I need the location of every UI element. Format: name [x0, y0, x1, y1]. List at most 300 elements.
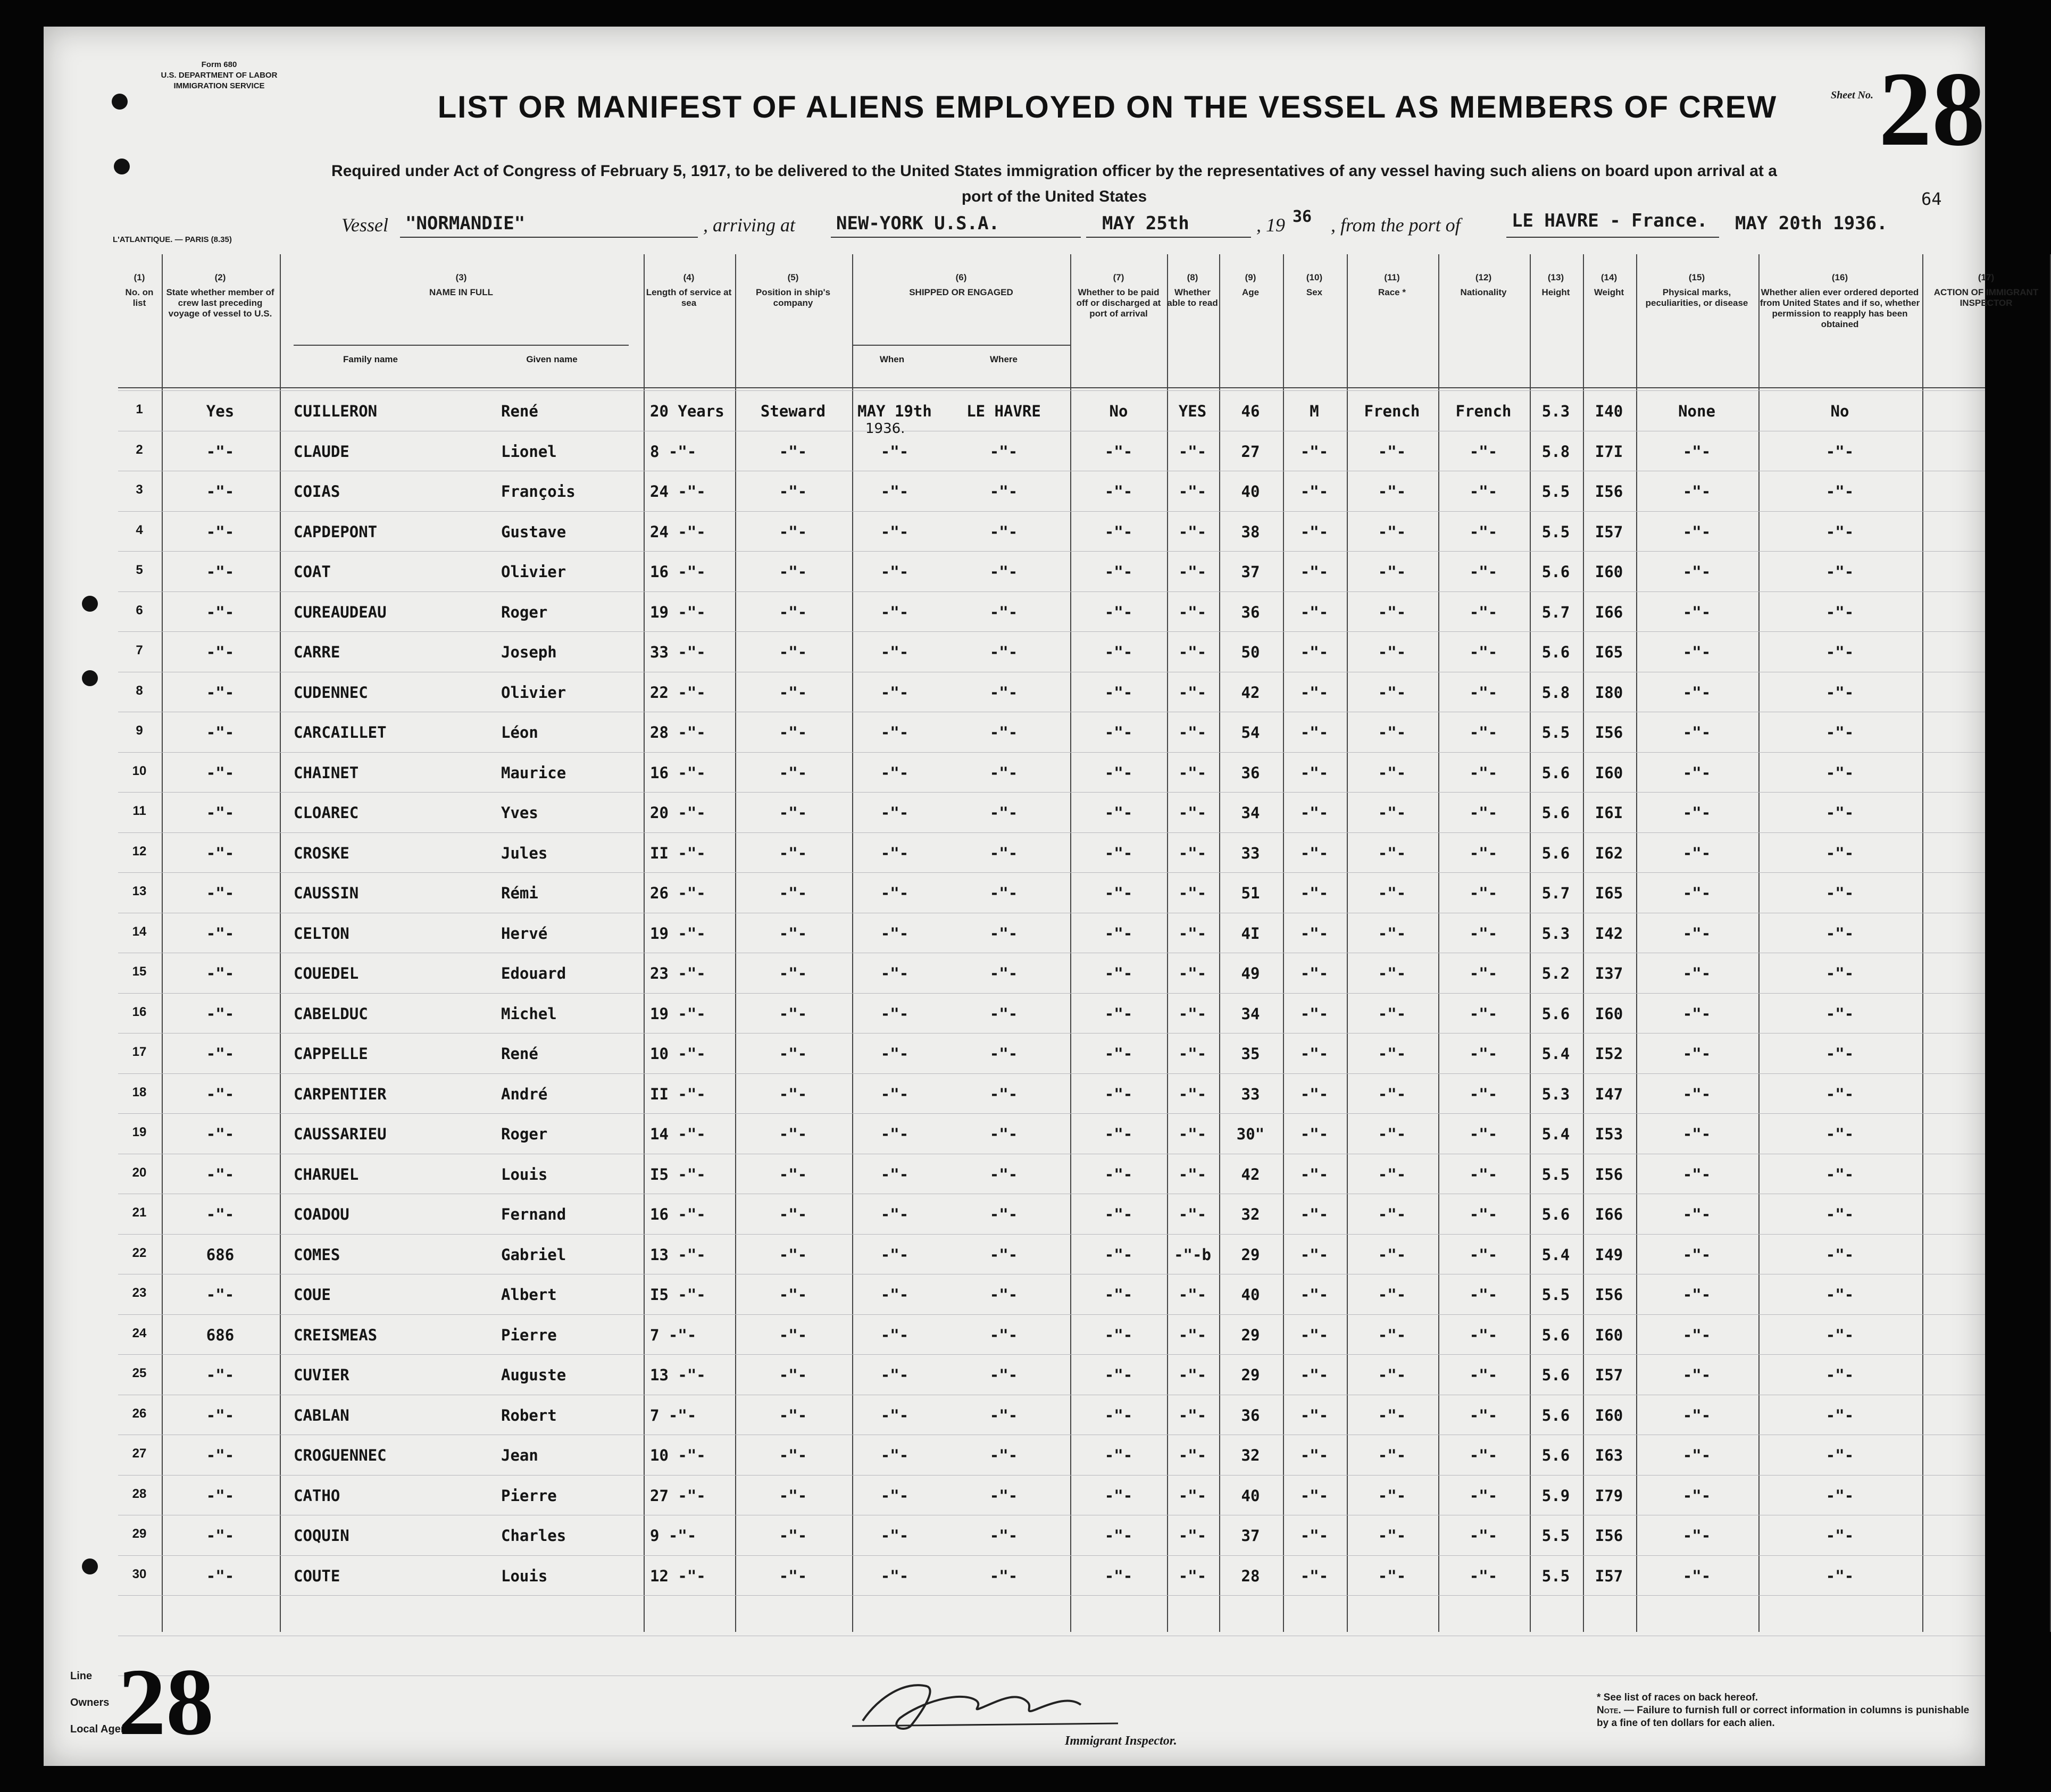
- cell-paid-off: -"-: [1104, 763, 1133, 782]
- cell-given-name: François: [501, 482, 576, 501]
- cell-weight: I80: [1595, 683, 1623, 702]
- cell-physical-marks: -"-: [1682, 1406, 1711, 1424]
- cell-given-name: Pierre: [501, 1326, 557, 1344]
- cell-physical-marks: -"-: [1682, 1085, 1711, 1103]
- column-rule: [1530, 254, 1531, 1632]
- cell-sex: -"-: [1300, 1165, 1329, 1183]
- cell-nationality: -"-: [1469, 804, 1498, 822]
- cell-read: -"-: [1178, 844, 1207, 862]
- cell-sex: -"-: [1300, 603, 1329, 621]
- col-header-service: (4) Length of service at sea: [646, 272, 732, 308]
- cell-sex: -"-: [1300, 884, 1329, 902]
- cell-given-name: Hervé: [501, 924, 548, 943]
- cell-given-name: André: [501, 1085, 548, 1103]
- cell-age: 36: [1241, 763, 1260, 782]
- cell-family-name: CLAUDE: [294, 442, 349, 461]
- cell-sex: -"-: [1300, 643, 1329, 661]
- cell-deported: -"-: [1825, 1326, 1854, 1344]
- arriving-port: NEW-YORK U.S.A.: [836, 213, 1000, 234]
- cell-nationality: -"-: [1469, 1245, 1498, 1264]
- col-header-nationality: (12) Nationality: [1460, 272, 1507, 297]
- cell-shipped-where: -"-: [989, 683, 1018, 702]
- cell-family-name: CREISMEAS: [294, 1326, 378, 1344]
- punch-hole-icon: [112, 94, 128, 110]
- cell-race: -"-: [1378, 964, 1406, 982]
- cell-shipped-when: -"-: [880, 603, 909, 621]
- row-rule: [118, 1073, 1985, 1074]
- cell-read: -"-: [1178, 1446, 1207, 1464]
- cell-service: 7 -"-: [650, 1326, 697, 1344]
- cell-family-name: COIAS: [294, 482, 340, 501]
- cell-read: -"-b: [1174, 1245, 1211, 1264]
- cell-given-name: Albert: [501, 1286, 557, 1304]
- cell-deported: -"-: [1825, 1045, 1854, 1063]
- cell-nationality: -"-: [1469, 683, 1498, 702]
- cell-age: 37: [1241, 1527, 1260, 1545]
- cell-nationality: -"-: [1469, 1527, 1498, 1545]
- cell-family-name: CAPDEPONT: [294, 522, 378, 541]
- cell-height: 5.6: [1541, 643, 1570, 661]
- cell-family-name: COUTE: [294, 1566, 340, 1585]
- column-rule: [1167, 254, 1168, 1632]
- cell-previous-voyage: -"-: [206, 1566, 235, 1585]
- year-prefix: , 19: [1256, 214, 1285, 236]
- cell-given-name: Robert: [501, 1406, 557, 1424]
- subtitle: [203, 159, 1905, 210]
- cell-family-name: COADOU: [294, 1205, 349, 1223]
- cell-height: 5.5: [1541, 482, 1570, 501]
- cell-shipped-when: -"-: [880, 683, 909, 702]
- footer-notes: [1597, 1691, 1980, 1730]
- cell-position: -"-: [779, 1045, 807, 1063]
- cell-read: -"-: [1178, 1566, 1207, 1585]
- cell-read: -"-: [1178, 1406, 1207, 1424]
- punch-hole-icon: [82, 670, 98, 686]
- cell-shipped-when: -"-: [880, 1165, 909, 1183]
- cell-physical-marks: -"-: [1682, 924, 1711, 943]
- cell-service: II -"-: [650, 844, 706, 862]
- cell-shipped-when: -"-: [880, 1527, 909, 1545]
- cell-age: 35: [1241, 1045, 1260, 1063]
- cell-weight: I57: [1595, 1366, 1623, 1384]
- cell-shipped-where: -"-: [989, 1527, 1018, 1545]
- cell-shipped-where: -"-: [989, 1446, 1018, 1464]
- row-rule: [118, 752, 1985, 753]
- cell-nationality: -"-: [1469, 1406, 1498, 1424]
- subtitle-line-1: Required under Act of Congress of February 5, 1917, to be delivered to the United States immigration officer by the representatives of any vessel having such aliens on board upon arrival at a: [331, 162, 1777, 180]
- cell-previous-voyage: -"-: [206, 1446, 235, 1464]
- cell-previous-voyage: 686: [206, 1326, 235, 1344]
- cell-sex: -"-: [1300, 1245, 1329, 1264]
- cell-shipped-when: -"-: [880, 1366, 909, 1384]
- cell-shipped-when: -"-: [880, 1286, 909, 1304]
- cell-age: 37: [1241, 563, 1260, 581]
- cell-weight: I37: [1595, 964, 1623, 982]
- cell-sex: -"-: [1300, 924, 1329, 943]
- cell-family-name: CHAINET: [294, 763, 359, 782]
- column-rule: [280, 254, 281, 1632]
- cell-shipped-where: -"-: [989, 603, 1018, 621]
- cell-service: 19 -"-: [650, 924, 706, 943]
- inspector-signature: [841, 1676, 1129, 1734]
- cell-shipped-where: -"-: [989, 1125, 1018, 1143]
- cell-physical-marks: -"-: [1682, 844, 1711, 862]
- row-rule: [118, 1314, 1985, 1315]
- cell-shipped-where: -"-: [989, 763, 1018, 782]
- cell-sex: -"-: [1300, 1446, 1329, 1464]
- owners-label: Owners: [70, 1697, 110, 1708]
- cell-deported: -"-: [1825, 1165, 1854, 1183]
- cell-paid-off: -"-: [1104, 643, 1133, 661]
- cell-weight: I79: [1595, 1486, 1623, 1505]
- cell-height: 5.6: [1541, 1366, 1570, 1384]
- cell-given-name: Louis: [501, 1566, 548, 1585]
- form-number: Form 680: [201, 60, 237, 69]
- cell-deported: -"-: [1825, 603, 1854, 621]
- cell-no: 14: [132, 924, 147, 939]
- cell-position: -"-: [779, 1527, 807, 1545]
- immigrant-inspector-label: Immigrant Inspector.: [1065, 1734, 1177, 1748]
- cell-previous-voyage: -"-: [206, 964, 235, 982]
- cell-read: -"-: [1178, 442, 1207, 461]
- cell-position: -"-: [779, 1165, 807, 1183]
- cell-height: 5.6: [1541, 1326, 1570, 1344]
- col-header-deported: (16) Whether alien ever ordered deported from United States and if so, whether permission to reapply has been obtained: [1760, 272, 1920, 329]
- cell-race: -"-: [1378, 763, 1406, 782]
- cell-family-name: CLOAREC: [294, 804, 359, 822]
- cell-no: 4: [136, 522, 143, 537]
- cell-race: -"-: [1378, 1004, 1406, 1023]
- cell-given-name: Joseph: [501, 643, 557, 661]
- cell-service: 19 -"-: [650, 603, 706, 621]
- cell-position: -"-: [779, 884, 807, 902]
- cell-deported: -"-: [1825, 1205, 1854, 1223]
- cell-previous-voyage: -"-: [206, 482, 235, 501]
- cell-family-name: CAPPELLE: [294, 1045, 368, 1063]
- cell-height: 5.5: [1541, 1566, 1570, 1585]
- cell-physical-marks: -"-: [1682, 1527, 1711, 1545]
- cell-physical-marks: -"-: [1682, 522, 1711, 541]
- cell-previous-voyage: -"-: [206, 924, 235, 943]
- cell-weight: I49: [1595, 1245, 1623, 1264]
- cell-race: -"-: [1378, 924, 1406, 943]
- cell-position: -"-: [779, 643, 807, 661]
- row-rule: [118, 1113, 1985, 1114]
- cell-sex: -"-: [1300, 683, 1329, 702]
- cell-height: 5.5: [1541, 1165, 1570, 1183]
- cell-service: 23 -"-: [650, 964, 706, 982]
- cell-read: -"-: [1178, 683, 1207, 702]
- punch-hole-icon: [82, 1558, 98, 1574]
- cell-shipped-when: -"-: [880, 723, 909, 741]
- cell-deported: -"-: [1825, 1085, 1854, 1103]
- cell-paid-off: -"-: [1104, 723, 1133, 741]
- cell-weight: I40: [1595, 402, 1623, 420]
- cell-given-name: Olivier: [501, 563, 566, 581]
- cell-read: -"-: [1178, 1366, 1207, 1384]
- cell-shipped-where: -"-: [989, 1286, 1018, 1304]
- cell-physical-marks: -"-: [1682, 884, 1711, 902]
- column-rule: [1283, 254, 1284, 1632]
- vessel-line: [341, 214, 388, 246]
- cell-physical-marks: -"-: [1682, 964, 1711, 982]
- cell-position: -"-: [779, 1004, 807, 1023]
- cell-height: 5.8: [1541, 683, 1570, 702]
- cell-read: -"-: [1178, 522, 1207, 541]
- cell-race: -"-: [1378, 563, 1406, 581]
- cell-paid-off: -"-: [1104, 1286, 1133, 1304]
- row-rule: [118, 631, 1985, 632]
- cell-age: 28: [1241, 1566, 1260, 1585]
- cell-deported: -"-: [1825, 964, 1854, 982]
- cell-no: 26: [132, 1406, 147, 1421]
- cell-height: 5.6: [1541, 763, 1570, 782]
- cell-paid-off: -"-: [1104, 522, 1133, 541]
- cell-service: 9 -"-: [650, 1527, 697, 1545]
- from-label: , from the port of: [1331, 214, 1461, 236]
- cell-read: -"-: [1178, 723, 1207, 741]
- cell-race: -"-: [1378, 1527, 1406, 1545]
- cell-race: -"-: [1378, 1165, 1406, 1183]
- cell-service: 12 -"-: [650, 1566, 706, 1585]
- cell-physical-marks: -"-: [1682, 1004, 1711, 1023]
- cell-previous-voyage: -"-: [206, 603, 235, 621]
- cell-no: 3: [136, 482, 143, 497]
- cell-height: 5.7: [1541, 884, 1570, 902]
- cell-given-name: Jules: [501, 844, 548, 862]
- cell-height: 5.6: [1541, 1205, 1570, 1223]
- column-rule: [644, 254, 645, 1632]
- cell-height: 5.4: [1541, 1045, 1570, 1063]
- cell-no: 1: [136, 402, 143, 416]
- cell-paid-off: -"-: [1104, 924, 1133, 943]
- cell-age: 29: [1241, 1245, 1260, 1264]
- manifest-page: [44, 27, 2039, 1766]
- cell-read: -"-: [1178, 643, 1207, 661]
- cell-shipped-when: -"-: [880, 563, 909, 581]
- cell-sex: -"-: [1300, 1286, 1329, 1304]
- cell-deported: -"-: [1825, 1004, 1854, 1023]
- cell-paid-off: -"-: [1104, 1527, 1133, 1545]
- cell-sex: M: [1310, 402, 1319, 420]
- cell-nationality: -"-: [1469, 1446, 1498, 1464]
- cell-race: -"-: [1378, 643, 1406, 661]
- cell-sex: -"-: [1300, 563, 1329, 581]
- cell-service: 28 -"-: [650, 723, 706, 741]
- header-rule: [118, 387, 1985, 388]
- cell-paid-off: -"-: [1104, 1366, 1133, 1384]
- cell-family-name: COAT: [294, 563, 331, 581]
- cell-shipped-when: -"-: [880, 442, 909, 461]
- cell-position: -"-: [779, 924, 807, 943]
- cell-race: -"-: [1378, 844, 1406, 862]
- cell-age: 36: [1241, 603, 1260, 621]
- column-rule: [1636, 254, 1637, 1632]
- cell-weight: I60: [1595, 563, 1623, 581]
- department: U.S. DEPARTMENT OF LABOR: [161, 71, 278, 80]
- subtitle-line-2: port of the United States: [961, 188, 1147, 205]
- cell-previous-voyage: 686: [206, 1245, 235, 1264]
- cell-no: 25: [132, 1366, 147, 1380]
- cell-weight: I65: [1595, 884, 1623, 902]
- cell-weight: I60: [1595, 1004, 1623, 1023]
- cell-previous-voyage: -"-: [206, 1366, 235, 1384]
- cell-given-name: Michel: [501, 1004, 557, 1023]
- cell-paid-off: -"-: [1104, 1566, 1133, 1585]
- cell-age: 42: [1241, 683, 1260, 702]
- cell-sex: -"-: [1300, 482, 1329, 501]
- form-meta: [107, 60, 331, 91]
- cell-weight: I6I: [1595, 804, 1623, 822]
- cell-shipped-when: -"-: [880, 1205, 909, 1223]
- cell-nationality: -"-: [1469, 1004, 1498, 1023]
- cell-service: II -"-: [650, 1085, 706, 1103]
- cell-position: -"-: [779, 1486, 807, 1505]
- cell-nationality: -"-: [1469, 964, 1498, 982]
- cell-deported: -"-: [1825, 1125, 1854, 1143]
- cell-height: 5.3: [1541, 924, 1570, 943]
- cell-paid-off: -"-: [1104, 1085, 1133, 1103]
- subheader-when: When: [879, 354, 905, 364]
- cell-family-name: COUE: [294, 1286, 331, 1304]
- cell-shipped-where: -"-: [989, 1366, 1018, 1384]
- page-title: LIST OR MANIFEST OF ALIENS EMPLOYED ON THE VESSEL AS MEMBERS OF CREW: [437, 90, 1778, 124]
- cell-no: 6: [136, 603, 143, 618]
- cell-deported: -"-: [1825, 924, 1854, 943]
- cell-shipped-where: -"-: [989, 1045, 1018, 1063]
- col-header-weight: (14) Weight: [1594, 272, 1624, 297]
- cell-nationality: -"-: [1469, 522, 1498, 541]
- cell-deported: -"-: [1825, 1566, 1854, 1585]
- cell-age: 51: [1241, 884, 1260, 902]
- cell-age: 50: [1241, 643, 1260, 661]
- cell-position: -"-: [779, 804, 807, 822]
- cell-paid-off: -"-: [1104, 1406, 1133, 1424]
- cell-age: 49: [1241, 964, 1260, 982]
- note-penalty: Note. — Failure to furnish full or correct information in columns is punishable by a fine of ten dollars for each alien.: [1597, 1705, 1970, 1729]
- cell-position: -"-: [779, 442, 807, 461]
- col-header-physical-marks: (15) Physical marks, peculiarities, or disease: [1645, 272, 1748, 308]
- cell-shipped-where: -"-: [989, 1326, 1018, 1344]
- col-header-sex: (10) Sex: [1306, 272, 1323, 297]
- cell-race: -"-: [1378, 442, 1406, 461]
- cell-sex: -"-: [1300, 1045, 1329, 1063]
- cell-shipped-where: -"-: [989, 924, 1018, 943]
- cell-position: -"-: [779, 1085, 807, 1103]
- cell-height: 5.3: [1541, 1085, 1570, 1103]
- cell-weight: I60: [1595, 1406, 1623, 1424]
- cell-physical-marks: -"-: [1682, 643, 1711, 661]
- cell-no: 5: [136, 563, 143, 577]
- cell-no: 21: [132, 1205, 147, 1220]
- cell-shipped-where: -"-: [989, 1165, 1018, 1183]
- col-header-paid-off: (7) Whether to be paid off or discharged at port of arrival: [1076, 272, 1161, 319]
- cell-no: 8: [136, 683, 143, 698]
- cell-family-name: COMES: [294, 1245, 340, 1264]
- cell-deported: -"-: [1825, 1406, 1854, 1424]
- cell-previous-voyage: -"-: [206, 844, 235, 862]
- cell-position: -"-: [779, 1566, 807, 1585]
- cell-paid-off: -"-: [1104, 884, 1133, 902]
- cell-shipped-when: -"-: [880, 1406, 909, 1424]
- cell-height: 5.6: [1541, 1406, 1570, 1424]
- cell-physical-marks: -"-: [1682, 804, 1711, 822]
- cell-physical-marks: None: [1678, 402, 1715, 420]
- cell-nationality: -"-: [1469, 1205, 1498, 1223]
- cell-age: 32: [1241, 1205, 1260, 1223]
- cell-sex: -"-: [1300, 1527, 1329, 1545]
- cell-race: -"-: [1378, 1486, 1406, 1505]
- cell-physical-marks: -"-: [1682, 1165, 1711, 1183]
- cell-given-name: Louis: [501, 1165, 548, 1183]
- cell-family-name: CARPENTIER: [294, 1085, 387, 1103]
- cell-age: 38: [1241, 522, 1260, 541]
- row-rule: [118, 591, 1985, 592]
- cell-position: -"-: [779, 1366, 807, 1384]
- cell-no: 17: [132, 1045, 147, 1059]
- cell-weight: I47: [1595, 1085, 1623, 1103]
- cell-nationality: -"-: [1469, 1566, 1498, 1585]
- cell-service: 33 -"-: [650, 643, 706, 661]
- cell-sex: -"-: [1300, 1326, 1329, 1344]
- cell-no: 10: [132, 763, 147, 778]
- cell-nationality: -"-: [1469, 1085, 1498, 1103]
- cell-given-name: Gustave: [501, 522, 566, 541]
- cell-previous-voyage: -"-: [206, 442, 235, 461]
- cell-shipped-when: -"-: [880, 763, 909, 782]
- cell-race: -"-: [1378, 1366, 1406, 1384]
- cell-shipped-when: -"-: [880, 964, 909, 982]
- cell-service: 10 -"-: [650, 1446, 706, 1464]
- cell-physical-marks: -"-: [1682, 442, 1711, 461]
- cell-physical-marks: -"-: [1682, 1245, 1711, 1264]
- cell-shipped-where: -"-: [989, 723, 1018, 741]
- cell-service: I5 -"-: [650, 1165, 706, 1183]
- cell-nationality: -"-: [1469, 1326, 1498, 1344]
- column-rule: [1758, 254, 1760, 1632]
- cell-deported: -"-: [1825, 884, 1854, 902]
- cell-shipped-where: -"-: [989, 522, 1018, 541]
- col-header-name: (3) NAME IN FULL: [429, 272, 493, 297]
- cell-deported: -"-: [1825, 482, 1854, 501]
- cell-physical-marks: -"-: [1682, 1446, 1711, 1464]
- cell-paid-off: -"-: [1104, 964, 1133, 982]
- cell-sex: -"-: [1300, 1125, 1329, 1143]
- cell-age: 40: [1241, 1286, 1260, 1304]
- cell-age: 29: [1241, 1326, 1260, 1344]
- cell-paid-off: -"-: [1104, 1486, 1133, 1505]
- cell-height: 5.5: [1541, 723, 1570, 741]
- row-rule: [118, 390, 1985, 391]
- cell-nationality: French: [1455, 402, 1512, 420]
- punch-hole-icon: [82, 596, 98, 612]
- cell-height: 5.5: [1541, 522, 1570, 541]
- cell-race: -"-: [1378, 1085, 1406, 1103]
- sheet-number: 28: [1879, 51, 1985, 168]
- cell-race: -"-: [1378, 884, 1406, 902]
- cell-weight: I60: [1595, 763, 1623, 782]
- cell-sex: -"-: [1300, 1205, 1329, 1223]
- cell-nationality: -"-: [1469, 844, 1498, 862]
- cell-shipped-when: -"-: [880, 1045, 909, 1063]
- row-rule: [118, 551, 1985, 552]
- cell-given-name: Roger: [501, 1125, 548, 1143]
- cell-physical-marks: -"-: [1682, 603, 1711, 621]
- cell-sex: -"-: [1300, 442, 1329, 461]
- cell-given-name: Charles: [501, 1527, 566, 1545]
- cell-age: 33: [1241, 844, 1260, 862]
- cell-no: 16: [132, 1004, 147, 1019]
